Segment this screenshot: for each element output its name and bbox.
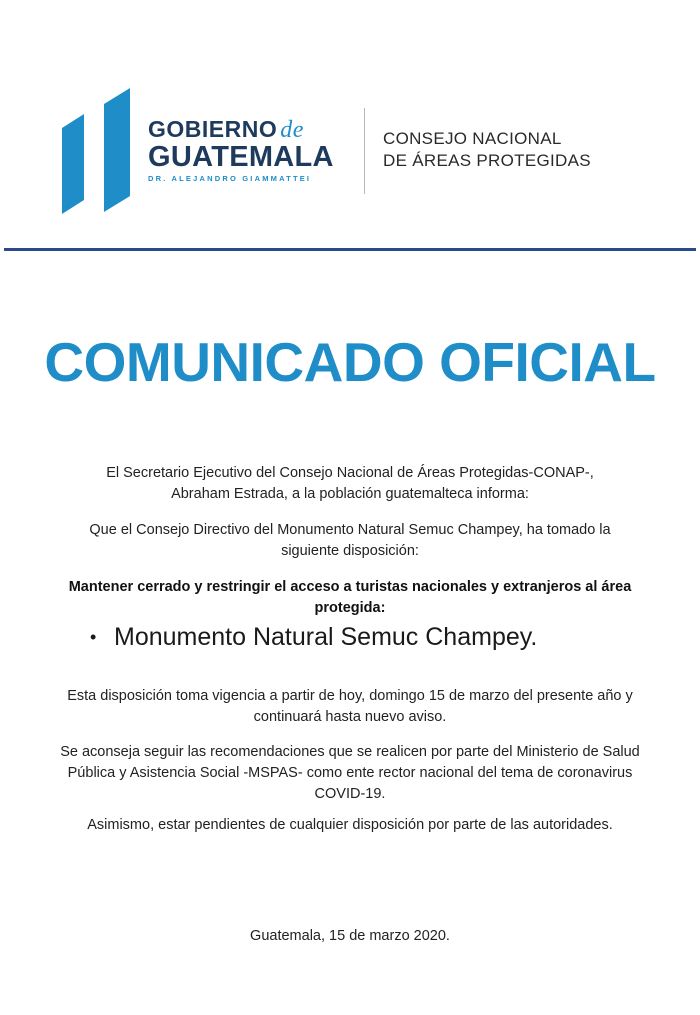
header-divider xyxy=(364,108,365,194)
letterhead xyxy=(0,0,700,250)
measure-paragraph xyxy=(8,577,692,619)
conap-name xyxy=(383,128,591,172)
president-name: DR. ALEJANDRO GIAMMATTEI xyxy=(148,174,312,183)
bullet-icon: • xyxy=(90,627,97,647)
gobierno-wordmark xyxy=(148,116,358,183)
decision-line-1: Que el Consejo Directivo del Monumento Natural Semuc Champey, ha tomado la xyxy=(89,522,611,538)
document-title: COMUNICADO OFICIAL xyxy=(44,331,656,393)
validity-line-1: Esta disposición toma vigencia a partir de hoy, domingo 15 de marzo del presente año y xyxy=(67,688,633,704)
conap-line-1: CONSEJO NACIONAL xyxy=(383,129,562,148)
measure-line-1: Mantener cerrado y restringir el acceso a turistas nacionales y extranjeros al área xyxy=(68,579,632,595)
advice-line-1: Se aconseja seguir las recomendaciones que se realicen por parte del Ministerio de Salud xyxy=(60,744,640,760)
advice-line-2: Pública y Asistencia Social -MSPAS- como ente rector nacional del tema de coronavirus xyxy=(67,765,633,781)
intro-line-2: Abraham Estrada, a la población guatemalteca informa: xyxy=(171,486,529,502)
place-date: Guatemala, 15 de marzo 2020. xyxy=(250,928,450,944)
intro-line-1: El Secretario Ejecutivo del Consejo Nacional de Áreas Protegidas-CONAP-, xyxy=(106,465,594,481)
decision-paragraph xyxy=(8,520,692,562)
guatemala-word: GUATEMALA xyxy=(148,141,334,173)
gobierno-de-word: de xyxy=(280,117,304,143)
guatemala-logo-bars-icon xyxy=(60,88,132,216)
protected-area-name: Monumento Natural Semuc Champey. xyxy=(114,623,538,651)
advice-line-3: COVID-19. xyxy=(314,786,386,802)
validity-line-2: continuará hasta nuevo aviso. xyxy=(253,709,447,725)
closing-paragraph: Asimismo, estar pendientes de cualquier disposición por parte de las autoridades. xyxy=(87,817,613,833)
conap-line-2: DE ÁREAS PROTEGIDAS xyxy=(383,151,591,170)
validity-paragraph xyxy=(8,686,692,728)
header-rule xyxy=(4,248,696,251)
measure-line-2: protegida: xyxy=(314,600,386,616)
gobierno-line xyxy=(148,116,358,143)
advice-paragraph xyxy=(8,742,692,805)
gobierno-word: GOBIERNO xyxy=(148,116,278,142)
intro-paragraph xyxy=(8,463,692,505)
decision-line-2: siguiente disposición: xyxy=(281,543,419,559)
